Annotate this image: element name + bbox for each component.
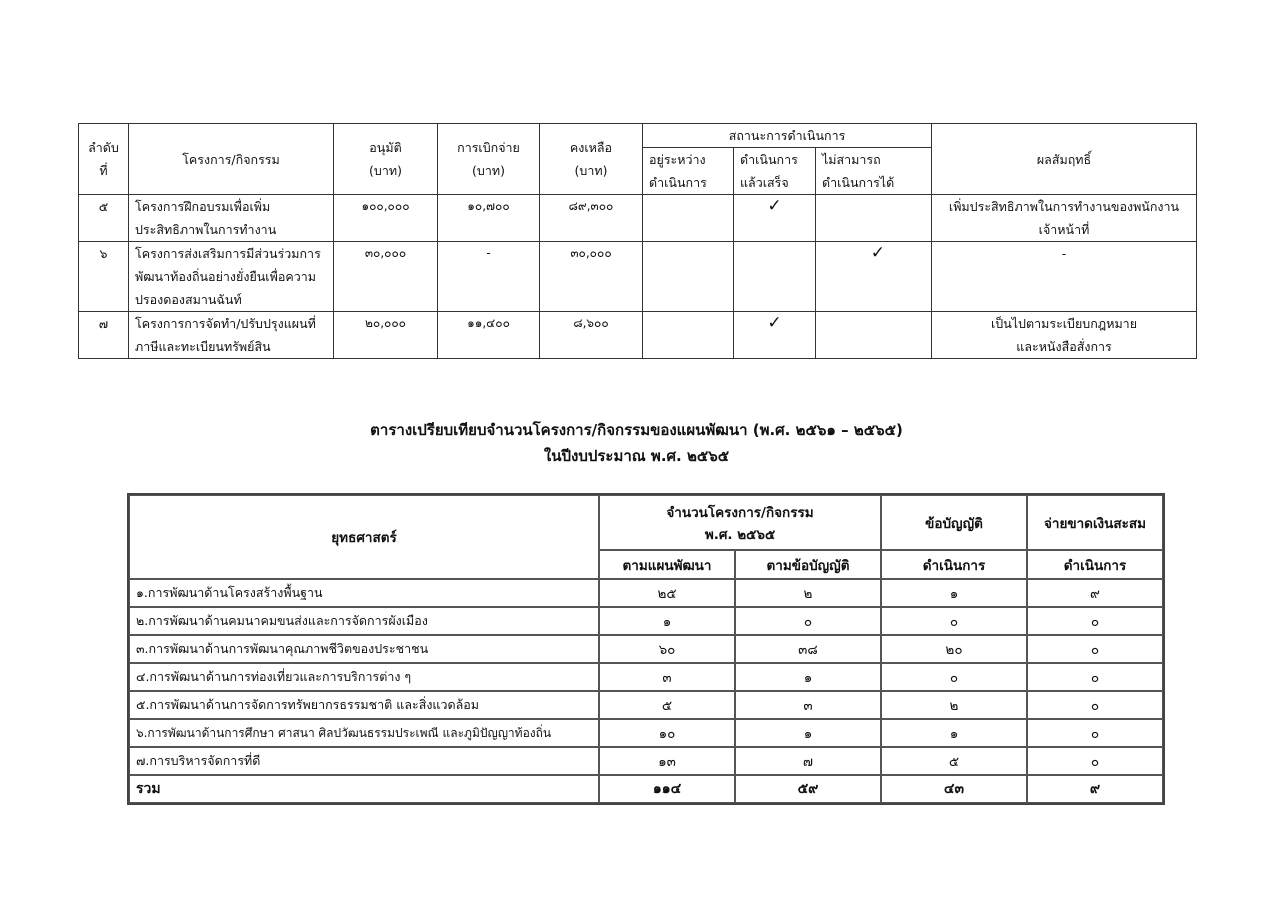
ordinance-count: ๐ xyxy=(735,607,881,635)
deficit-done-count: ๐ xyxy=(1027,635,1163,663)
table-row xyxy=(129,635,1163,663)
strategy-name: ๖.การพัฒนาด้านการศึกษา ศาสนา ศิลปวัฒนธรรมประเพณี และภูมิปัญญาท้องถิ่น xyxy=(129,719,599,747)
status-in-progress-cell xyxy=(643,195,734,242)
strategy-comparison-table xyxy=(127,493,1165,805)
status-done-cell xyxy=(734,242,816,312)
total-label: รวม xyxy=(129,775,599,803)
status-done-cell xyxy=(734,195,816,242)
ordinance-done-count: ๐ xyxy=(881,663,1027,691)
status-unable-cell xyxy=(816,195,932,242)
check-mark-icon: ✓ xyxy=(767,196,782,216)
total-ordinance-count: ๕๙ xyxy=(735,775,881,803)
strategy-name: ๗.การบริหารจัดการที่ดี xyxy=(129,747,599,775)
table-row xyxy=(129,663,1163,691)
table-row xyxy=(129,691,1163,719)
ordinance-done-count: ๕ xyxy=(881,747,1027,775)
header-result: ผลสัมฤทธิ์ xyxy=(932,124,1197,195)
plan-count: ๖๐ xyxy=(599,635,735,663)
header-project: โครงการ/กิจกรรม xyxy=(129,124,334,195)
plan-count: ๑ xyxy=(599,607,735,635)
check-mark-icon: ✓ xyxy=(870,243,886,263)
header-ordinance: ข้อบัญญัติ xyxy=(881,495,1027,550)
plan-count: ๕ xyxy=(599,691,735,719)
total-deficit-done-count: ๙ xyxy=(1027,775,1163,803)
ordinance-count: ๑ xyxy=(735,719,881,747)
plan-count: ๒๕ xyxy=(599,579,735,607)
status-in-progress-cell xyxy=(643,242,734,312)
strategy-name: ๔.การพัฒนาด้านการท่องเที่ยวและการบริการต่าง ๆ xyxy=(129,663,599,691)
strategy-name: ๒.การพัฒนาด้านคมนาคมขนส่งและการจัดการผังเมือง xyxy=(129,607,599,635)
header-by-ordinance: ตามข้อบัญญัติ xyxy=(735,550,881,579)
status-done-cell xyxy=(734,312,816,359)
header-status-unable: ไม่สามารถ ดำเนินการได้ xyxy=(816,148,932,195)
ordinance-count: ๑ xyxy=(735,663,881,691)
header-disbursed: การเบิกจ่าย (บาท) xyxy=(438,124,540,195)
row-no: ๗ xyxy=(79,312,129,359)
deficit-done-count: ๐ xyxy=(1027,719,1163,747)
comparison-subtitle: ในปีงบประมาณ พ.ศ. ๒๕๖๕ xyxy=(543,447,730,465)
deficit-done-count: ๐ xyxy=(1027,607,1163,635)
table-row xyxy=(79,312,1197,359)
row-approved: ๓๐,๐๐๐ xyxy=(334,242,438,312)
header-count-group: จำนวนโครงการ/กิจกรรม พ.ศ. ๒๕๖๕ xyxy=(599,495,881,550)
ordinance-count: ๓๘ xyxy=(735,635,881,663)
row-result: เป็นไปตามระเบียบกฎหมาย และหนังสือสั่งการ xyxy=(932,312,1197,359)
ordinance-done-count: ๑ xyxy=(881,719,1027,747)
table-row xyxy=(79,195,1197,242)
row-result: - xyxy=(932,242,1197,312)
header-deficit-done: ดำเนินการ xyxy=(1027,550,1163,579)
plan-count: ๓ xyxy=(599,663,735,691)
row-project: โครงการฝึกอบรมเพื่อเพิ่ม ประสิทธิภาพในการทำงาน xyxy=(129,195,334,242)
row-approved: ๑๐๐,๐๐๐ xyxy=(334,195,438,242)
row-remaining: ๘๙,๓๐๐ xyxy=(540,195,643,242)
table-row xyxy=(129,607,1163,635)
table-row xyxy=(129,579,1163,607)
ordinance-done-count: ๒๐ xyxy=(881,635,1027,663)
deficit-done-count: ๐ xyxy=(1027,747,1163,775)
header-status-done: ดำเนินการ แล้วเสร็จ xyxy=(734,148,816,195)
plan-count: ๑๓ xyxy=(599,747,735,775)
header-deficit: จ่ายขาดเงินสะสม xyxy=(1027,495,1163,550)
row-disbursed: ๑๐,๗๐๐ xyxy=(438,195,540,242)
ordinance-count: ๓ xyxy=(735,691,881,719)
header-ordinance-done: ดำเนินการ xyxy=(881,550,1027,579)
strategy-name: ๓.การพัฒนาด้านการพัฒนาคุณภาพชีวิตของประชาชน xyxy=(129,635,599,663)
status-unable-cell xyxy=(816,242,932,312)
table-row xyxy=(129,747,1163,775)
row-disbursed: - xyxy=(438,242,540,312)
ordinance-done-count: ๒ xyxy=(881,691,1027,719)
ordinance-done-count: ๐ xyxy=(881,607,1027,635)
table-row xyxy=(79,242,1197,312)
project-status-table xyxy=(78,123,1197,359)
status-in-progress-cell xyxy=(643,312,734,359)
ordinance-count: ๒ xyxy=(735,579,881,607)
header-no: ลำดับ ที่ xyxy=(79,124,129,195)
plan-count: ๑๐ xyxy=(599,719,735,747)
row-disbursed: ๑๑,๔๐๐ xyxy=(438,312,540,359)
header-remaining: คงเหลือ (บาท) xyxy=(540,124,643,195)
total-plan-count: ๑๑๔ xyxy=(599,775,735,803)
table-row xyxy=(129,719,1163,747)
deficit-done-count: ๙ xyxy=(1027,579,1163,607)
row-no: ๕ xyxy=(79,195,129,242)
total-row xyxy=(129,775,1163,803)
deficit-done-count: ๐ xyxy=(1027,663,1163,691)
row-project: โครงการการจัดทำ/ปรับปรุงแผนที่ ภาษีและทะเบียนทรัพย์สิน xyxy=(129,312,334,359)
strategy-name: ๕.การพัฒนาด้านการจัดการทรัพยากรธรรมชาติ และสิ่งแวดล้อม xyxy=(129,691,599,719)
row-remaining: ๓๐,๐๐๐ xyxy=(540,242,643,312)
total-ordinance-done-count: ๔๓ xyxy=(881,775,1027,803)
row-result: เพิ่มประสิทธิภาพในการทำงานของพนักงาน เจ้าหน้าที่ xyxy=(932,195,1197,242)
check-mark-icon: ✓ xyxy=(767,313,782,333)
header-strategy: ยุทธศาสตร์ xyxy=(129,495,599,579)
header-approved: อนุมัติ (บาท) xyxy=(334,124,438,195)
comparison-title: ตารางเปรียบเทียบจำนวนโครงการ/กิจกรรมของแผนพัฒนา (พ.ศ. ๒๕๖๑ – ๒๕๖๕) xyxy=(370,421,903,439)
row-remaining: ๘,๖๐๐ xyxy=(540,312,643,359)
header-status-in-progress: อยู่ระหว่าง ดำเนินการ xyxy=(643,148,734,195)
ordinance-count: ๗ xyxy=(735,747,881,775)
header-status: สถานะการดำเนินการ xyxy=(643,124,932,148)
status-unable-cell xyxy=(816,312,932,359)
ordinance-done-count: ๑ xyxy=(881,579,1027,607)
deficit-done-count: ๐ xyxy=(1027,691,1163,719)
row-project: โครงการส่งเสริมการมีส่วนร่วมการ พัฒนาท้องถิ่นอย่างยั่งยืนเพื่อความ ปรองดองสมานฉันท์ xyxy=(129,242,334,312)
row-approved: ๒๐,๐๐๐ xyxy=(334,312,438,359)
row-no: ๖ xyxy=(79,242,129,312)
header-by-plan: ตามแผนพัฒนา xyxy=(599,550,735,579)
strategy-name: ๑.การพัฒนาด้านโครงสร้างพื้นฐาน xyxy=(129,579,599,607)
